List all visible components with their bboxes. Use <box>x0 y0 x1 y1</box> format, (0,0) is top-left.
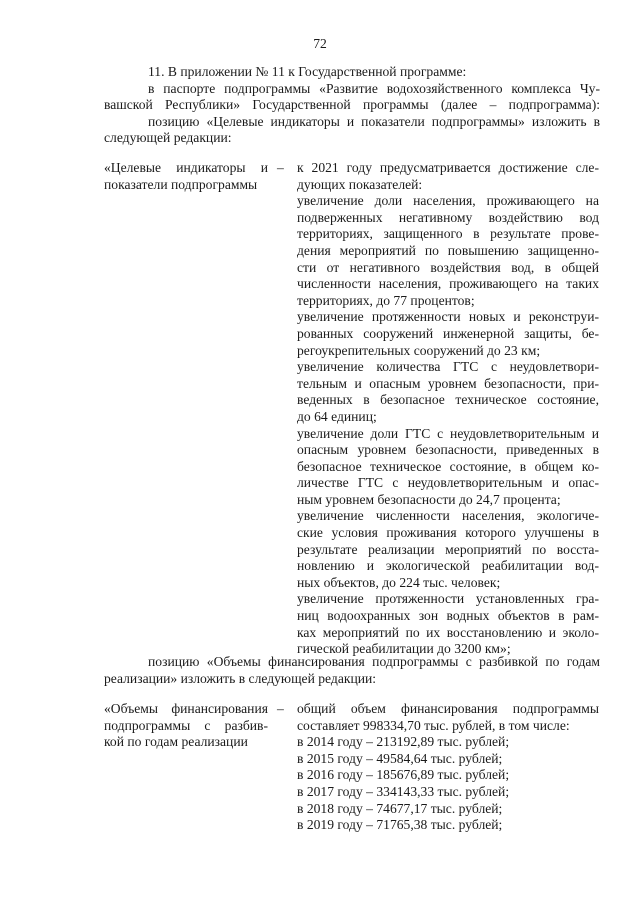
page-number: 72 <box>313 36 327 51</box>
middle-line: позицию «Объемы финансирования подпрограммы с разбивкой по годам <box>148 654 600 669</box>
middle-line: реализации» изложить в следующей редакции: <box>104 670 377 686</box>
intro-line: вашской Республики» Государственной программы (далее – подпрограмма): <box>104 97 600 113</box>
indicators-dash: – <box>277 160 284 175</box>
indicators-text: к 2021 году предусматривается достижение сле- дующих показателей: увеличение доли населения, проживающего на подверженных негативному воздействию вод территориях, защищенного в результате прове- дения мероприятий по повышению защищенно- сти от негативного воздействия вод, в общей численности населения, проживающего на таких территориях, до 77 процентов; увеличение протяженности новых и реконструи- рованных сооружений инженерной защиты, бе- регоукрепительных сооружений до 23 км; увеличение количества ГТС с неудовлетвори- тельным и опасным уровнем безопасности, при- веденных в безопасное техническое состояние, до 64 единиц; увеличение доли ГТС с неудовлетворительным и опасным уровнем безопасности, приведенных в безопасное техническое состояние, в общем ко- личестве ГТС с неудовлетворительным и опас- ным уровнем безопасности до 24,7 процента; увеличение численности населения, экологиче- ские условия проживания которого улучшены в результате реализации мероприятий по восста- новлению и экологической реабилитации вод- ных объектов, до 224 тыс. человек; увеличение протяженности установленных гра- ниц водоохранных зон водных объектов в рам- ках мероприятий по их восстановлению и эколо- гической реабилитации до 3200 км»; <box>297 160 599 657</box>
financing-dash: – <box>277 701 284 716</box>
middle-paragraph <box>104 654 600 687</box>
financing-label: «Объемы финансирования подпрограммы с разбив- кой по годам реализации <box>104 701 268 750</box>
intro-line: в паспорте подпрограммы «Развитие водохозяйственного комплекса Чу- <box>148 80 600 96</box>
intro-paragraph <box>104 64 600 147</box>
indicators-label: «Целевые индикаторы и показатели подпрограммы <box>104 160 268 192</box>
intro-line: 11. В приложении № 11 к Государственной программе: <box>148 64 467 79</box>
financing-text: общий объем финансирования подпрограммы составляет 998334,70 тыс. рублей, в том числе: в 2014 году – 213192,89 тыс. рублей; в 2015 году – 49584,64 тыс. рублей; в 2016 году – 185676,89 тыс. рублей; в 2017 году – 334143,33 тыс. рублей; в 2018 году – 74677,17 тыс. рублей; в 2019 году – 71765,38 тыс. рублей; <box>297 701 599 833</box>
intro-line: позицию «Целевые индикаторы и показатели подпрограммы» изложить в <box>148 113 600 129</box>
intro-line: следующей редакции: <box>104 130 232 146</box>
